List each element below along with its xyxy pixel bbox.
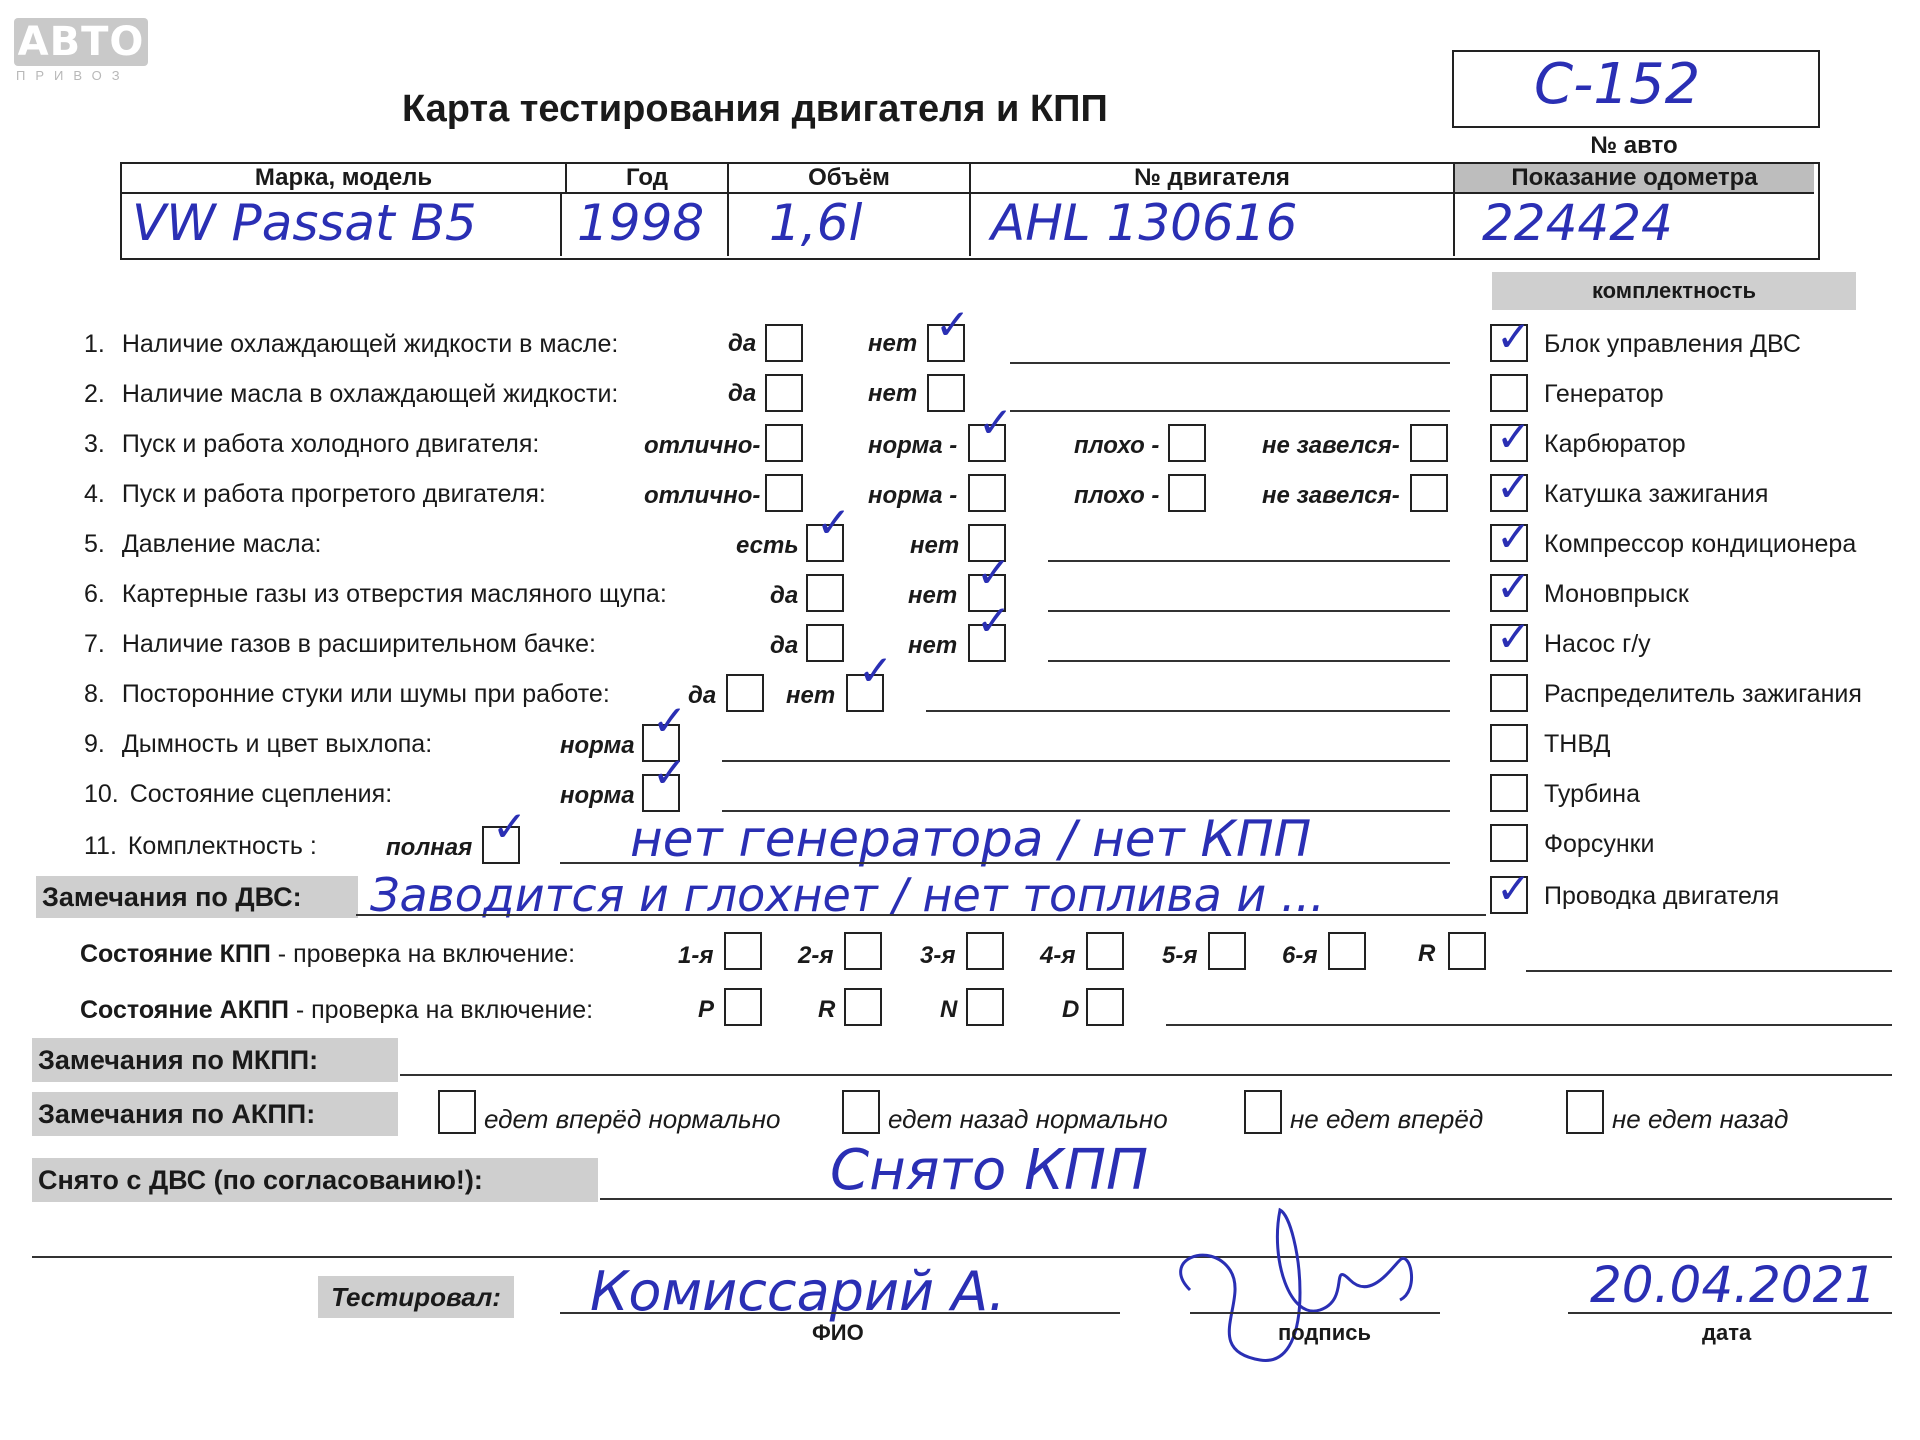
dvs-remarks-line — [356, 914, 1486, 916]
col-header-model: Марка, модель — [254, 164, 433, 191]
tester-name-note: Комиссарий А. — [590, 1260, 1006, 1323]
completeness-check-mark: ✓ — [1496, 562, 1532, 611]
kpp-gear-r-label: R — [1418, 940, 1436, 967]
akpp-no-backward-box[interactable] — [1566, 1090, 1604, 1134]
item-7: 7. Наличие газов в расширительном бачке: — [84, 630, 596, 658]
item-4: 4. Пуск и работа прогретого двигателя: — [84, 480, 546, 508]
completeness-item: ✓ Моновпрыск — [1490, 572, 1910, 622]
akpp-mode-r-label: R — [818, 996, 836, 1023]
item-4-box-normal[interactable] — [968, 474, 1006, 512]
car-number-box — [1452, 50, 1820, 128]
kpp-gear-4-label: 4-я — [1040, 942, 1076, 969]
item-4-opt-normal: норма - — [868, 482, 958, 509]
akpp-mode-d-label: D — [1062, 996, 1080, 1023]
item-11-opt-full: полная — [386, 834, 473, 861]
kpp-line — [1526, 970, 1892, 972]
completeness-item: Форсунки — [1490, 822, 1910, 874]
item-5-opt-yes: есть — [736, 532, 799, 559]
item-2-opt-no: нет — [868, 380, 918, 407]
odometer-value: 224424 — [1482, 194, 1673, 252]
signature-line — [1190, 1312, 1440, 1314]
col-header-odometer: Показание одометра — [1511, 164, 1758, 191]
item-10-opt-normal: норма — [560, 782, 635, 809]
kpp-gear-1-label: 1-я — [678, 942, 714, 969]
item-3-opt-excellent: отлично- — [644, 432, 761, 459]
removed-note: Снято КПП — [830, 1138, 1149, 1203]
item-11-check-mark: ✓ — [492, 802, 528, 851]
completeness-box[interactable] — [1490, 724, 1528, 762]
completeness-item: ✓ Насос г/у — [1490, 622, 1910, 672]
col-header-engine: № двигателя — [1134, 164, 1290, 191]
akpp-no-backward-label: не едет назад — [1612, 1104, 1789, 1134]
model-value: VW Passat B5 — [132, 194, 562, 256]
completeness-check-mark: ✓ — [1496, 864, 1532, 913]
akpp-mode-p-label: P — [698, 996, 715, 1023]
item-3-box-bad[interactable] — [1168, 424, 1206, 462]
item-3: 3. Пуск и работа холодного двигателя: — [84, 430, 540, 458]
akpp-label: Состояние АКПП - проверка на включение: — [80, 996, 594, 1024]
item-4-opt-nostart: не завелся- — [1262, 482, 1400, 509]
akpp-no-forward-box[interactable] — [1244, 1090, 1282, 1134]
akpp-mode-r-box[interactable] — [844, 988, 882, 1026]
item-8: 8. Посторонние стуки или шумы при работе: — [84, 680, 610, 708]
completeness-check-mark: ✓ — [1496, 462, 1532, 511]
item-2-box-no[interactable] — [927, 374, 965, 412]
item-7-opt-no: нет — [908, 632, 958, 659]
akpp-no-forward-label: не едет вперёд — [1290, 1104, 1484, 1134]
kpp-gear-6-label: 6-я — [1282, 942, 1318, 969]
item-6-opt-yes: да — [770, 582, 799, 609]
item-2-line — [1010, 410, 1450, 412]
dvs-remarks-note: Заводится и глохнет / нет топлива и ... — [370, 868, 1325, 922]
item-1-line — [1010, 362, 1450, 364]
item-8-opt-no: нет — [786, 682, 836, 709]
tested-label: Тестировал: — [318, 1276, 514, 1318]
item-7-opt-yes: да — [770, 632, 799, 659]
item-3-opt-bad: плохо - — [1074, 432, 1160, 459]
col-header-volume: Объём — [808, 164, 890, 191]
kpp-gear-2-box[interactable] — [844, 932, 882, 970]
item-7-check-mark: ✓ — [976, 596, 1012, 645]
akpp-backward-ok-label: едет назад нормально — [888, 1104, 1168, 1134]
brand-logo-sub: ПРИВОЗ — [16, 68, 130, 83]
fio-label: ФИО — [812, 1320, 864, 1345]
item-1-box-yes[interactable] — [765, 324, 803, 362]
completeness-header: комплектность — [1492, 272, 1856, 310]
item-3-box-excellent[interactable] — [765, 424, 803, 462]
engine-value: AHL 130616 — [991, 194, 1455, 256]
kpp-gear-r-box[interactable] — [1448, 932, 1486, 970]
date-note: 20.04.2021 — [1590, 1256, 1877, 1314]
item-9: 9. Дымность и цвет выхлопа: — [84, 730, 433, 758]
completeness-box[interactable] — [1490, 774, 1528, 812]
item-11-note: нет генератора / нет КПП — [630, 810, 1312, 868]
car-number-value: C-152 — [1534, 52, 1701, 117]
item-11-line — [560, 862, 1450, 864]
dvs-remarks-label: Замечания по ДВС: — [36, 876, 358, 918]
col-header-year: Год — [626, 164, 668, 191]
removed-label: Снято с ДВС (по согласованию!): — [32, 1158, 598, 1202]
kpp-gear-3-box[interactable] — [966, 932, 1004, 970]
item-6: 6. Картерные газы из отверстия масляного щупа: — [84, 580, 667, 608]
akpp-backward-ok-box[interactable] — [842, 1090, 880, 1134]
completeness-check-mark: ✓ — [1496, 612, 1532, 661]
item-4-opt-excellent: отлично- — [644, 482, 761, 509]
completeness-box[interactable] — [1490, 824, 1528, 862]
year-value: 1998 — [577, 194, 729, 256]
akpp-forward-ok-box[interactable] — [438, 1090, 476, 1134]
completeness-item: Распределитель зажигания — [1490, 672, 1910, 722]
item-2-box-yes[interactable] — [765, 374, 803, 412]
item-6-opt-no: нет — [908, 582, 958, 609]
akpp-line — [1166, 1024, 1892, 1026]
item-4-opt-bad: плохо - — [1074, 482, 1160, 509]
kpp-gear-1-box[interactable] — [724, 932, 762, 970]
item-9-line — [722, 760, 1450, 762]
item-2: 2. Наличие масла в охлаждающей жидкости: — [84, 380, 619, 408]
completeness-check-mark: ✓ — [1496, 412, 1532, 461]
kpp-gear-5-label: 5-я — [1162, 942, 1198, 969]
completeness-item: ✓ Блок управления ДВС — [1490, 322, 1910, 372]
completeness-item: ✓ Карбюратор — [1490, 422, 1910, 472]
item-10: 10. Состояние сцепления: — [84, 780, 393, 808]
item-1-check-mark: ✓ — [935, 300, 971, 349]
kpp-gear-3-label: 3-я — [920, 942, 956, 969]
item-8-box-yes[interactable] — [726, 674, 764, 712]
date-label: дата — [1702, 1320, 1752, 1345]
mkpp-remarks-label: Замечания по МКПП: — [32, 1038, 398, 1082]
date-line — [1568, 1312, 1892, 1314]
kpp-gear-2-label: 2-я — [798, 942, 834, 969]
completeness-item: ТНВД — [1490, 722, 1910, 772]
volume-value: 1,6l — [769, 194, 971, 256]
fio-line — [560, 1312, 1120, 1314]
kpp-gear-4-box[interactable] — [1086, 932, 1124, 970]
item-5-check-mark: ✓ — [816, 498, 852, 547]
akpp-mode-n-label: N — [940, 996, 958, 1023]
akpp-remarks-label: Замечания по АКПП: — [32, 1092, 398, 1136]
item-3-box-nostart[interactable] — [1410, 424, 1448, 462]
item-4-box-bad[interactable] — [1168, 474, 1206, 512]
item-6-check-mark: ✓ — [976, 548, 1012, 597]
page-title: Карта тестирования двигателя и КПП — [402, 88, 1108, 130]
akpp-mode-p-box[interactable] — [724, 988, 762, 1026]
item-8-check-mark: ✓ — [858, 646, 894, 695]
kpp-label: Состояние КПП - проверка на включение: — [80, 940, 576, 968]
item-7-line — [1048, 660, 1450, 662]
item-8-line — [926, 710, 1450, 712]
kpp-gear-5-box[interactable] — [1208, 932, 1246, 970]
completeness-check-mark: ✓ — [1496, 512, 1532, 561]
kpp-gear-6-box[interactable] — [1328, 932, 1366, 970]
item-1-opt-no: нет — [868, 330, 918, 357]
item-1: 1. Наличие охлаждающей жидкости в масле: — [84, 330, 619, 358]
completeness-item: Генератор — [1490, 372, 1910, 422]
completeness-box[interactable] — [1490, 674, 1528, 712]
item-9-opt-normal: норма — [560, 732, 635, 759]
item-6-line — [1048, 610, 1450, 612]
item-3-opt-normal: норма - — [868, 432, 958, 459]
akpp-mode-d-box[interactable] — [1086, 988, 1124, 1026]
mkpp-remarks-line — [400, 1074, 1892, 1076]
item-4-box-nostart[interactable] — [1410, 474, 1448, 512]
completeness-item: ✓ Компрессор кондиционера — [1490, 522, 1910, 572]
item-6-box-yes[interactable] — [806, 574, 844, 612]
completeness-list — [1490, 312, 1910, 924]
vehicle-table — [120, 162, 1820, 260]
completeness-item: Турбина — [1490, 772, 1910, 822]
completeness-box[interactable] — [1490, 374, 1528, 412]
item-7-box-yes[interactable] — [806, 624, 844, 662]
completeness-check-mark: ✓ — [1496, 312, 1532, 361]
item-9-check-mark: ✓ — [652, 696, 688, 745]
brand-logo: АВТО — [14, 18, 148, 66]
completeness-item: ✓ Проводка двигателя — [1490, 874, 1910, 924]
item-4-box-excellent[interactable] — [765, 474, 803, 512]
akpp-forward-ok-label: едет вперёд нормально — [484, 1104, 781, 1134]
item-5-line — [1048, 560, 1450, 562]
item-10-check-mark: ✓ — [652, 748, 688, 797]
car-number-label: № авто — [1590, 132, 1678, 159]
item-2-opt-yes: да — [728, 380, 757, 407]
item-11: 11. Комплектность : — [84, 832, 317, 860]
item-5-opt-no: нет — [910, 532, 960, 559]
item-3-opt-nostart: не завелся- — [1262, 432, 1400, 459]
item-1-opt-yes: да — [728, 330, 757, 357]
akpp-mode-n-box[interactable] — [966, 988, 1004, 1026]
item-8-opt-yes: да — [688, 682, 717, 709]
signature-label: подпись — [1278, 1320, 1371, 1345]
item-3-check-mark: ✓ — [978, 398, 1014, 447]
completeness-item: ✓ Катушка зажигания — [1490, 472, 1910, 522]
item-5: 5. Давление масла: — [84, 530, 322, 558]
